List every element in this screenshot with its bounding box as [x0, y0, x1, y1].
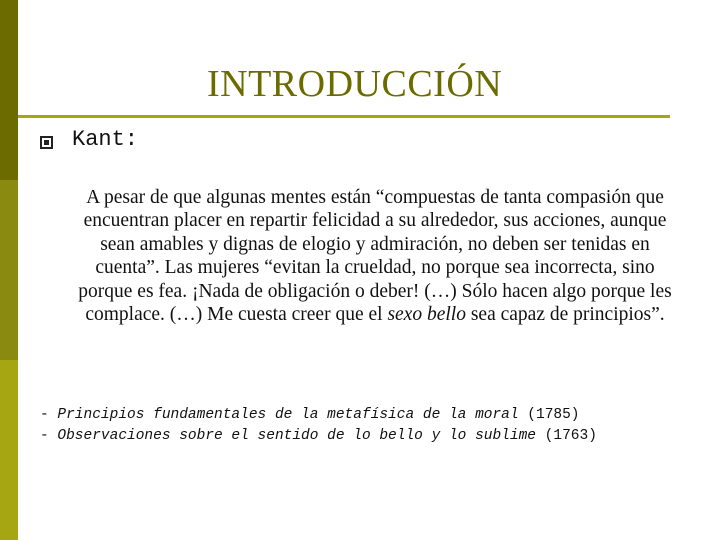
reference-year: (1785) [518, 407, 580, 423]
quote-text-start: A pesar de que algunas mentes están “compuestas de tanta compasión que encuentran placer en repartir felicidad a su alrededor, sus acciones, aunque sean amables y dignas de elogio y admiración, no deben ser tenidas en cuenta”. Las mujeres “evitan la crueldad, no porque sea incorrecta, sino porque es fea. ¡Nada de obligación o deber! (…) Sólo hacen algo porque les complace. (…) Me cuesta creer que el [78, 187, 672, 326]
reference-item [40, 405, 597, 426]
title-underline [18, 115, 670, 118]
reference-year: (1763) [535, 428, 597, 444]
quote-text-end: sea capaz de principios”. [465, 304, 665, 326]
reference-title: Observaciones sobre el sentido de lo bello y lo sublime [57, 428, 536, 444]
slide-title: INTRODUCCIÓN [207, 63, 503, 105]
side-bar-segment-bottom [0, 360, 18, 540]
side-accent-bar [0, 0, 18, 540]
reference-title: Principios fundamentales de la metafísica de la moral [57, 407, 519, 423]
side-bar-segment-top [0, 0, 18, 180]
kant-quote [78, 186, 672, 326]
bullet-kant: Kant: [72, 127, 139, 152]
quote-italic-term: sexo bello [387, 304, 466, 326]
reference-item [40, 426, 597, 447]
reference-dash: - [40, 407, 58, 423]
side-bar-segment-middle [0, 180, 18, 360]
references-list [40, 405, 597, 447]
square-bullet-icon [40, 136, 53, 149]
reference-dash: - [40, 428, 58, 444]
